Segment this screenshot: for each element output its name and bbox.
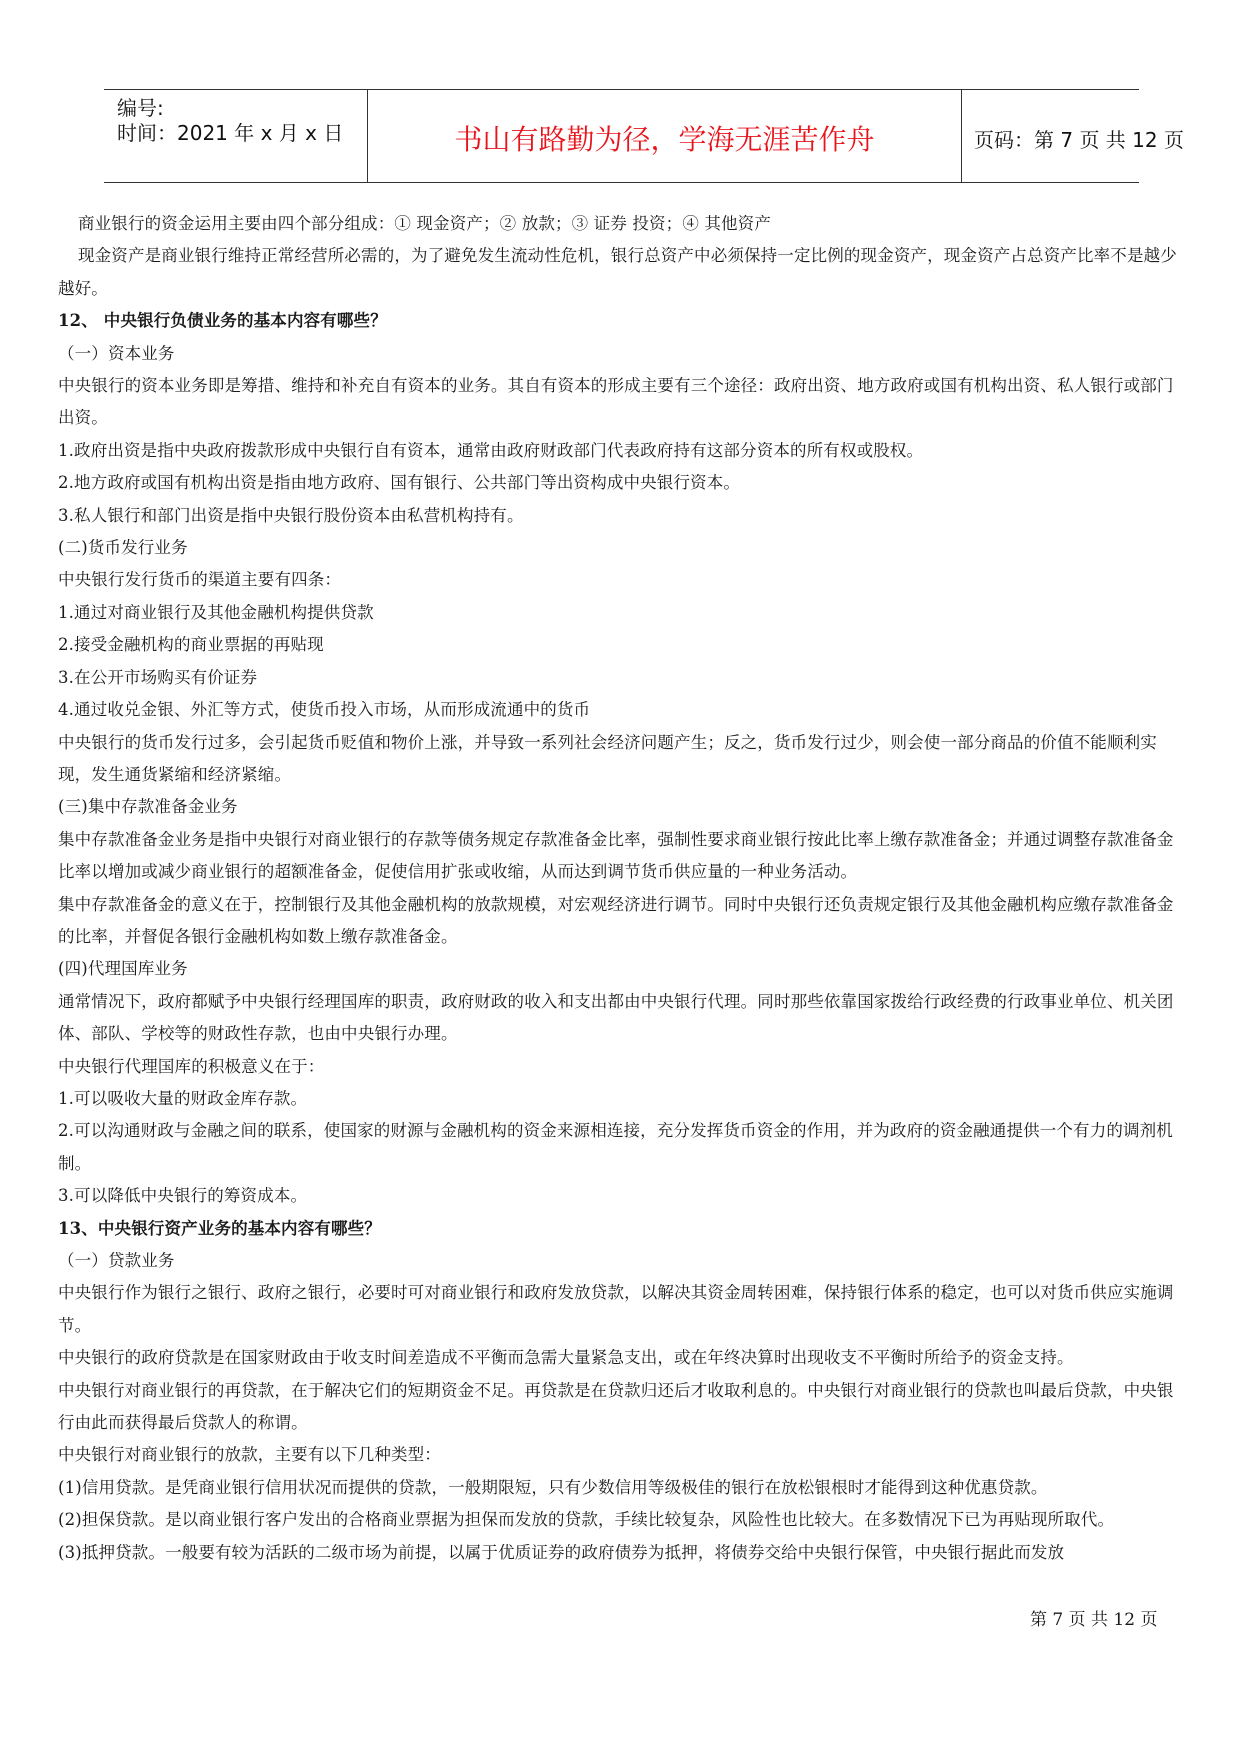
- header-motto: 书山有路勤为径，学海无涯苦作舟: [454, 123, 875, 156]
- header-page-cell: [962, 90, 1184, 182]
- body-paragraph: 2.接受金融机构的商业票据的再贴现: [58, 635, 324, 655]
- body-paragraph: (四)代理国库业务: [58, 959, 188, 979]
- body-paragraph: 通常情况下，政府都赋予中央银行经理国库的职责，政府财政的收入和支出都由中央银行代理。同时那些依靠国家拨给行政经费的行政事业单位、机关团体、部队、学校等的财政性存款，也由中央银行办理。: [58, 991, 1174, 1044]
- body-paragraph: 中央银行代理国库的积极意义在于：: [58, 1056, 325, 1076]
- body-paragraph: 1.可以吸收大量的财政金库存款。: [58, 1088, 308, 1108]
- body-paragraph: 2.可以沟通财政与金融之间的联系，使国家的财源与金融机构的资金来源相连接，充分发挥货币资金的作用，并为政府的资金融通提供一个有力的调剂机制。: [58, 1121, 1173, 1173]
- header-page-number: 页码：第 7 页 共 12 页: [974, 128, 1184, 152]
- body-paragraph: 中央银行的政府贷款是在国家财政由于收支时间差造成不平衡而急需大量紧急支出，或在年终决算时出现收支不平衡时所给予的资金支持。: [58, 1348, 1074, 1368]
- question-heading: 12、 中央银行负债业务的基本内容有哪些？: [58, 311, 387, 331]
- body-paragraph: 4.通过收兑金银、外汇等方式，使货币投入市场，从而形成流通中的货币: [58, 700, 591, 720]
- body-paragraph: 3.私人银行和部门出资是指中央银行股份资本由私营机构持有。: [58, 505, 524, 525]
- body-paragraph: 中央银行的资本业务即是筹措、维持和补充自有资本的业务。其自有资本的形成主要有三个途径：政府出资、地方政府或国有机构出资、私人银行或部门出资。: [58, 376, 1174, 428]
- question-heading: 13、中央银行资产业务的基本内容有哪些？: [58, 1218, 381, 1238]
- body-paragraph: 集中存款准备金的意义在于，控制银行及其他金融机构的放款规模，对宏观经济进行调节。同时中央银行还负责规定银行及其他金融机构应缴存款准备金的比率，并督促各银行金融机构如数上缴存款准备金。: [58, 894, 1174, 946]
- body-paragraph: 中央银行对商业银行的再贷款，在于解决它们的短期资金不足。再贷款是在贷款归还后才收取利息的。中央银行对商业银行的贷款也叫最后贷款，中央银行由此而获得最后贷款人的称谓。: [58, 1380, 1174, 1433]
- body-paragraph: 1.通过对商业银行及其他金融机构提供贷款: [58, 602, 374, 622]
- body-paragraph: (3)抵押贷款。一般要有较为活跃的二级市场为前提，以属于优质证券的政府债券为抵押，将债券交给中央银行保管，中央银行据此而发放: [58, 1542, 1065, 1562]
- body-paragraph: 2.地方政府或国有机构出资是指由地方政府、国有银行、公共部门等出资构成中央银行资本。: [58, 473, 741, 493]
- body-paragraph: 3.可以降低中央银行的筹资成本。: [58, 1186, 308, 1206]
- body-paragraph: 中央银行的货币发行过多，会引起货币贬值和物价上涨，并导致一系列社会经济问题产生；反之，货币发行过少，则会使一部分商品的价值不能顺利实现，发生通货紧缩和经济紧缩。: [58, 732, 1157, 784]
- header-motto-cell: [368, 90, 962, 182]
- body-paragraph: 集中存款准备金业务是指中央银行对商业银行的存款等债务规定存款准备金比率，强制性要求商业银行按此比率上缴存款准备金；并通过调整存款准备金比率以增加或减少商业银行的超额准备金，促使信用扩张或收缩，从而达到调节货币供应量的一种业务活动。: [58, 829, 1174, 882]
- page-header: [104, 89, 1184, 183]
- body-paragraph: 商业银行的资金运用主要由四个部分组成：① 现金资产；② 放款；③ 证券 投资；④ 其他资产: [78, 214, 771, 233]
- body-paragraph: (二)货币发行业务: [58, 538, 188, 558]
- page-footer: 第 7 页 共 12 页: [1030, 1610, 1158, 1630]
- body-paragraph: （一）资本业务: [58, 343, 175, 363]
- body-paragraph: 中央银行作为银行之银行、政府之银行，必要时可对商业银行和政府发放贷款，以解决其资金周转困难，保持银行体系的稳定，也可以对货币供应实施调节。: [58, 1283, 1174, 1335]
- body-paragraph: 中央银行对商业银行的放款，主要有以下几种类型：: [58, 1445, 441, 1465]
- document-time-label: 时间：2021 年 x 月 x 日: [117, 121, 344, 145]
- body-paragraph: (2)担保贷款。是以商业银行客户发出的合格商业票据为担保而发放的贷款，手续比较复杂，风险性也比较大。在多数情况下已为再贴现所取代。: [58, 1510, 1115, 1530]
- body-paragraph: 3.在公开市场购买有价证券: [58, 667, 258, 687]
- body-paragraph: 中央银行发行货币的渠道主要有四条：: [58, 570, 342, 590]
- body-paragraph: 现金资产是商业银行维持正常经营所必需的，为了避免发生流动性危机，银行总资产中必须保持一定比例的现金资产，现金资产占总资产比率不是越少越好。: [58, 246, 1177, 298]
- body-paragraph: （一）贷款业务: [58, 1251, 175, 1270]
- body-paragraph: (1)信用贷款。是凭商业银行信用状况而提供的贷款，一般期限短，只有少数信用等级极佳的银行在放松银根时才能得到这种优惠贷款。: [58, 1477, 1048, 1497]
- header-left-cell: [104, 90, 368, 182]
- document-number-label: 编号:: [117, 96, 164, 120]
- document-body: [58, 208, 1190, 1569]
- body-paragraph: (三)集中存款准备金业务: [58, 797, 238, 817]
- body-paragraph: 1.政府出资是指中央政府拨款形成中央银行自有资本，通常由政府财政部门代表政府持有这部分资本的所有权或股权。: [58, 440, 924, 460]
